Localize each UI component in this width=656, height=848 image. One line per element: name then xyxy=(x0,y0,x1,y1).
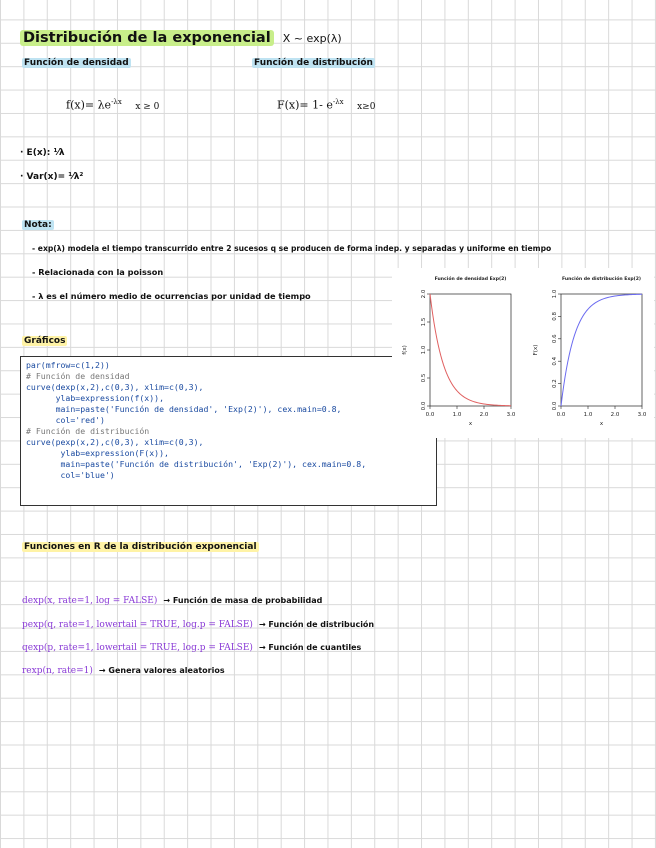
y-tick-label: 0.8 xyxy=(552,312,558,321)
y-axis-label: f(x) xyxy=(402,345,408,355)
code-line: main=paste('Función de distribución', 'Exp(2)'), cex.main=0.8, xyxy=(26,459,367,469)
series-line xyxy=(430,294,511,406)
code-line: par(mfrow=c(1,2)) xyxy=(26,360,110,370)
y-tick-label: 1.0 xyxy=(421,345,427,355)
code-line: col='blue') xyxy=(26,470,115,480)
x-tick-label: 2.0 xyxy=(479,412,489,418)
r-function-desc: → Función de masa de probabilidad xyxy=(163,596,323,605)
y-tick-label: 0.4 xyxy=(552,356,558,366)
y-tick-label: 0.0 xyxy=(421,401,427,411)
note-heading: Nota: xyxy=(24,220,52,230)
series-line xyxy=(561,294,642,406)
y-axis-label: F(x) xyxy=(533,344,539,356)
x-tick-label: 0.0 xyxy=(425,412,435,418)
distribution-plot xyxy=(523,268,654,438)
y-tick-label: 0.6 xyxy=(552,334,558,344)
r-code-block xyxy=(20,356,437,506)
y-tick-label: 0.2 xyxy=(552,379,558,388)
note-item: - λ es el número medio de ocurrencias por unidad de tiempo xyxy=(32,291,311,301)
y-tick-label: 1.5 xyxy=(421,317,427,327)
code-comment: # Función de densidad xyxy=(26,371,130,381)
r-function-desc: → Función de distribución xyxy=(258,620,375,629)
code-line: curve(pexp(x,2),c(0,3), xlim=c(0,3), xyxy=(26,437,204,447)
x-axis-label: x xyxy=(468,421,473,427)
r-function-row xyxy=(22,658,225,677)
code-line: curve(dexp(x,2),c(0,3), xlim=c(0,3), xyxy=(26,382,204,392)
r-functions-heading: Funciones en R de la distribución exponencial xyxy=(24,542,257,552)
plot-frame xyxy=(561,294,642,406)
title-notation: X ~ exp(λ) xyxy=(282,32,342,45)
chart-title: Función de distribución Exp(2) xyxy=(561,277,642,282)
code-line: col='red') xyxy=(26,415,105,425)
chart-title: Función de densidad Exp(2) xyxy=(434,277,507,282)
r-function-call: dexp(x, rate=1, log = FALSE) xyxy=(22,596,158,606)
density-plot xyxy=(392,268,523,438)
y-tick-label: 0.5 xyxy=(421,373,427,383)
distribution-heading: Función de distribución xyxy=(254,58,373,68)
code-comment: # Función de distribución xyxy=(26,426,150,436)
y-tick-label: 1.0 xyxy=(552,289,558,299)
distribution-formula: F(x)= 1- $e^{-\lambda x}$ x≥0 xyxy=(277,98,376,112)
r-function-call: qexp(p, rate=1, lowertail = TRUE, log.p = FALSE) xyxy=(22,643,253,653)
r-function-call: rexp(n, rate=1) xyxy=(22,666,93,676)
density-heading: Función de densidad xyxy=(24,58,129,68)
x-tick-label: 1.0 xyxy=(583,412,593,418)
note-item: - exp(λ) modela el tiempo transcurrido entre 2 sucesos q se producen de forma indep. y separadas y uniforme en tiempo xyxy=(32,244,552,253)
plot-frame xyxy=(430,294,511,406)
x-tick-label: 3.0 xyxy=(637,412,647,418)
r-function-call: pexp(q, rate=1, lowertail = TRUE, log.p = FALSE) xyxy=(22,620,253,630)
plots-panel xyxy=(392,268,654,438)
r-function-row xyxy=(22,612,374,631)
y-tick-label: 0.0 xyxy=(552,401,558,411)
note-item: - Relacionada con la poisson xyxy=(32,267,164,277)
r-function-row xyxy=(22,588,322,607)
r-function-desc: → Función de cuantiles xyxy=(258,643,362,652)
variance: · Var(x)= ¹⁄λ² xyxy=(20,172,84,182)
r-function-desc: → Genera valores aleatorios xyxy=(98,666,225,675)
x-tick-label: 3.0 xyxy=(506,412,516,418)
x-axis-label: x xyxy=(599,421,604,427)
x-tick-label: 0.0 xyxy=(556,412,566,418)
density-formula: $f(x)= \lambda e^{-\lambda x}$ x ≥ 0 xyxy=(66,98,160,112)
y-tick-label: 2.0 xyxy=(421,289,427,299)
code-line: main=paste('Función de densidad', 'Exp(2)'), cex.main=0.8, xyxy=(26,404,342,414)
code-line: ylab=expression(f(x)), xyxy=(26,393,165,403)
graphs-heading: Gráficos xyxy=(24,336,66,346)
x-tick-label: 2.0 xyxy=(610,412,620,418)
code-line: ylab=expression(F(x)), xyxy=(26,448,169,458)
expectation: · E(x): ¹⁄λ xyxy=(20,148,65,158)
page-title: Distribución de la exponencial X ~ exp(λ) xyxy=(20,30,342,46)
r-function-row xyxy=(22,635,361,654)
x-tick-label: 1.0 xyxy=(452,412,462,418)
